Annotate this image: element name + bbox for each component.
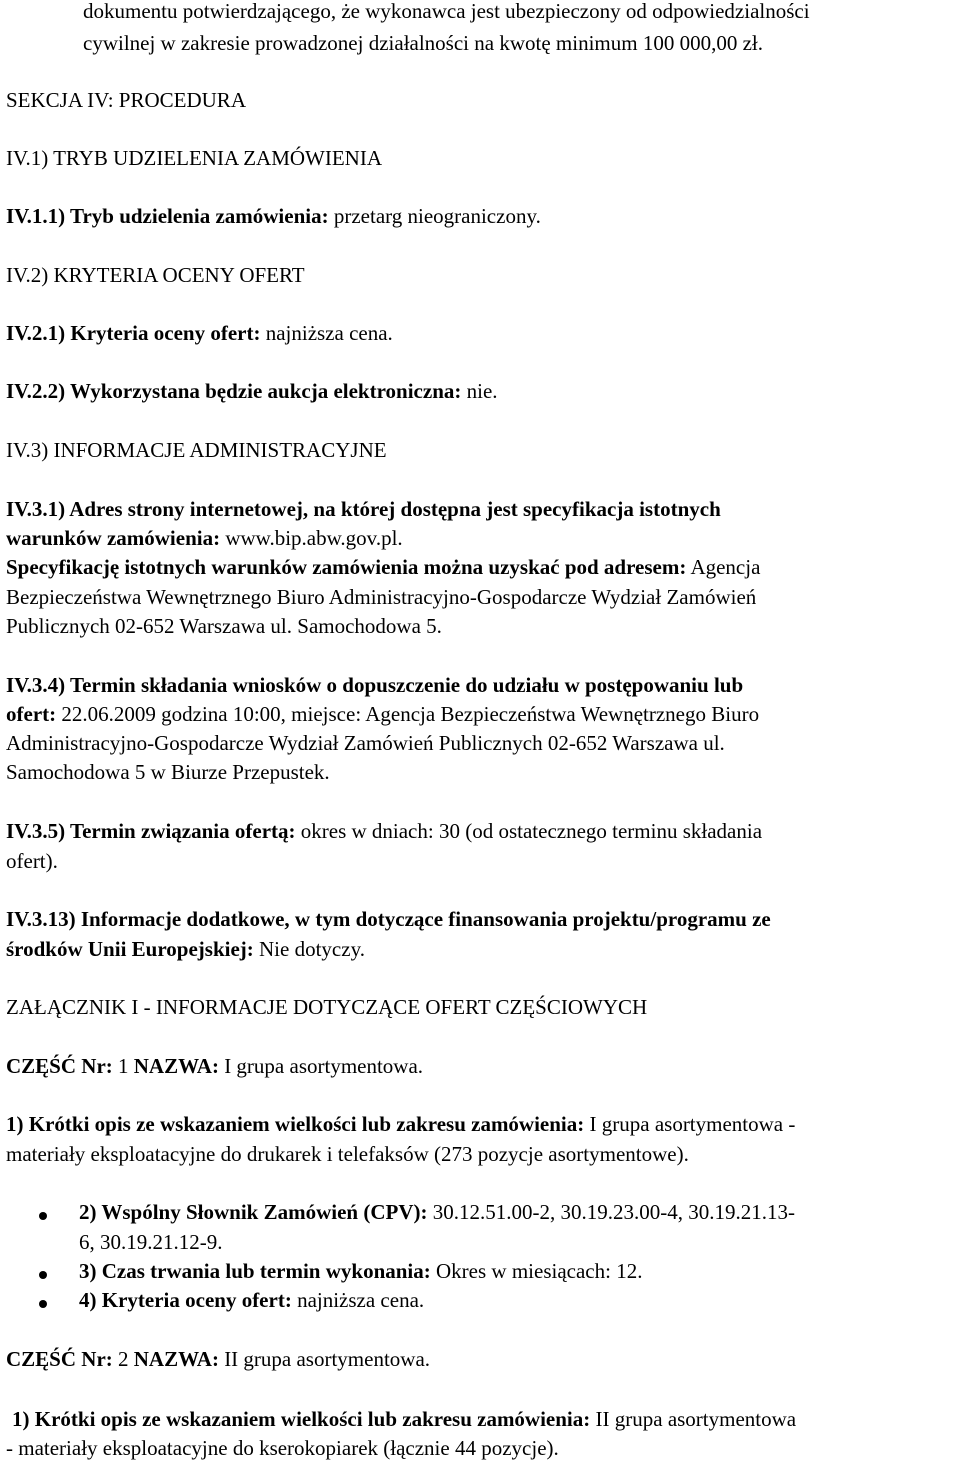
website-link[interactable]: www.bip.abw.gov.pl.	[220, 526, 403, 550]
part-number: 1	[112, 1054, 134, 1078]
part-label: CZĘŚĆ Nr:	[6, 1347, 113, 1371]
field-label: 1) Krótki opis ze wskazaniem wielkości lub zakresu zamówienia:	[12, 1407, 591, 1431]
field-label: 3) Czas trwania lub termin wykonania:	[79, 1259, 431, 1283]
paragraph-line: dokumentu potwierdzającego, że wykonawca jest ubezpieczony od odpowiedzialności	[83, 0, 810, 23]
part-2-description	[12, 1406, 796, 1432]
part-2-header	[6, 1346, 430, 1372]
part-number: 2	[112, 1347, 134, 1371]
bullet-icon	[39, 1300, 47, 1308]
field-termin-skladania	[6, 701, 759, 727]
field-label: IV.2.2) Wykorzystana będzie aukcja elektroniczna:	[6, 379, 462, 403]
field-label: ofert:	[6, 702, 57, 726]
part-label: CZĘŚĆ Nr:	[6, 1054, 113, 1078]
field-value: przetarg nieograniczony.	[328, 204, 541, 228]
paragraph-line: cywilnej w zakresie prowadzonej działalności na kwotę minimum 100 000,00 zł.	[83, 31, 763, 55]
field-termin-zwiazania	[6, 818, 762, 844]
field-value: ofert).	[6, 849, 58, 873]
section-heading: SEKCJA IV: PROCEDURA	[6, 88, 246, 112]
field-label: środków Unii Europejskiej:	[6, 937, 254, 961]
field-label: IV.3.4) Termin składania wniosków o dopuszczenie do udziału w postępowaniu lub	[6, 673, 744, 697]
subsection-heading: IV.1) TRYB UDZIELENIA ZAMÓWIENIA	[6, 146, 383, 170]
subsection-heading: IV.2) KRYTERIA OCENY OFERT	[6, 263, 305, 287]
field-value: najniższa cena.	[260, 321, 393, 345]
field-value: materiały eksploatacyjne do drukarek i telefaksów (273 pozycje asortymentowe).	[6, 1142, 689, 1166]
part-1-header	[6, 1053, 423, 1079]
field-value: II grupa asortymentowa	[590, 1407, 797, 1431]
field-label: 1) Krótki opis ze wskazaniem wielkości lub zakresu zamówienia:	[6, 1112, 585, 1136]
field-label: 4) Kryteria oceny ofert:	[79, 1288, 292, 1312]
field-value: Agencja	[686, 555, 761, 579]
field-value: Publicznych 02-652 Warszawa ul. Samochodowa 5.	[6, 614, 442, 638]
bullet-icon	[39, 1271, 47, 1279]
field-aukcja-elektroniczna	[6, 378, 498, 404]
field-label: 2) Wspólny Słownik Zamówień (CPV):	[79, 1200, 428, 1224]
field-label: Specyfikację istotnych warunków zamówienia można uzyskać pod adresem:	[6, 555, 687, 579]
field-value: Administracyjno-Gospodarcze Wydział Zamówień Publicznych 02-652 Warszawa ul.	[6, 731, 725, 755]
field-value: Okres w miesiącach: 12.	[430, 1259, 643, 1283]
name-label: NAZWA:	[133, 1347, 219, 1371]
field-label: IV.3.13) Informacje dodatkowe, w tym dotyczące finansowania projektu/programu ze	[6, 907, 771, 931]
part-1-criteria	[79, 1287, 424, 1313]
field-label: IV.3.5) Termin związania ofertą:	[6, 819, 296, 843]
field-value: 30.12.51.00-2, 30.19.23.00-4, 30.19.21.13-	[427, 1200, 795, 1224]
field-kryteria-oceny	[6, 320, 393, 346]
name-value: I grupa asortymentowa.	[218, 1054, 424, 1078]
part-1-cpv	[79, 1199, 795, 1225]
subsection-heading: IV.3) INFORMACJE ADMINISTRACYJNE	[6, 438, 387, 462]
field-informacje-dodatkowe	[6, 936, 365, 962]
annex-heading: ZAŁĄCZNIK I - INFORMACJE DOTYCZĄCE OFERT CZĘŚCIOWYCH	[6, 995, 648, 1019]
part-1-duration	[79, 1258, 642, 1284]
field-label: warunków zamówienia:	[6, 526, 221, 550]
part-1-description	[6, 1111, 795, 1137]
field-value: nie.	[461, 379, 498, 403]
name-label: NAZWA:	[133, 1054, 219, 1078]
field-specyfikacja	[6, 554, 760, 580]
field-value: 6, 30.19.21.12-9.	[79, 1230, 223, 1254]
field-value: Samochodowa 5 w Biurze Przepustek.	[6, 760, 330, 784]
field-value: Nie dotyczy.	[253, 937, 365, 961]
field-label: IV.3.1) Adres strony internetowej, na której dostępna jest specyfikacja istotnych	[6, 497, 721, 521]
field-tryb-udzielenia	[6, 203, 541, 229]
field-value: okres w dniach: 30 (od ostatecznego terminu składania	[295, 819, 763, 843]
bullet-icon	[39, 1212, 47, 1220]
field-adres-strony	[6, 525, 403, 551]
name-value: II grupa asortymentowa.	[218, 1347, 431, 1371]
field-value: najniższa cena.	[291, 1288, 425, 1312]
field-label: IV.1.1) Tryb udzielenia zamówienia:	[6, 204, 329, 228]
field-value: 22.06.2009 godzina 10:00, miejsce: Agencja Bezpieczeństwa Wewnętrznego Biuro	[56, 702, 760, 726]
field-value: - materiały eksploatacyjne do kserokopiarek (łącznie 44 pozycje).	[6, 1436, 559, 1460]
field-label: IV.2.1) Kryteria oceny ofert:	[6, 321, 261, 345]
field-value: Bezpieczeństwa Wewnętrznego Biuro Administracyjno-Gospodarcze Wydział Zamówień	[6, 585, 757, 609]
field-value: I grupa asortymentowa -	[584, 1112, 796, 1136]
